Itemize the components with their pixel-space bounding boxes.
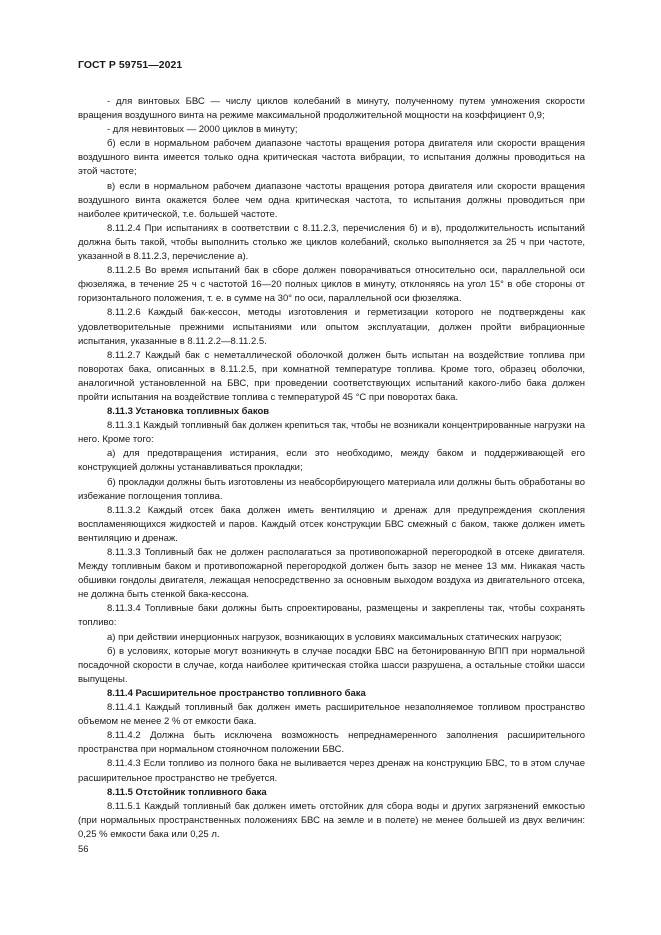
document-header: ГОСТ Р 59751—2021 <box>78 60 183 71</box>
paragraph: 8.11.5.1 Каждый топливный бак должен иметь отстойник для сбора воды и других загрязнений емкостью (при нормальных пространственных положениях БВС на земле и в полете) не менее большей из двух величин: 0,25 % емкости бака или 0,25 л. <box>78 800 585 840</box>
paragraph: 8.11.3.3 Топливный бак не должен располагаться за противопожарной перегородкой в отсеке двигателя. Между топливным баком и противопожарной перегородкой должен быть зазор не менее 13 мм. Никакая часть обшивки гондолы двигателя, лежащая непосредственно за основным выходом воздуха из двигательного отсека, не должна быть стенкой бака-кессона. <box>78 547 585 601</box>
section-heading-8-11-5: 8.11.5 Отстойник топливного бака <box>107 786 267 798</box>
paragraph: б) прокладки должны быть изготовлены из неабсорбирующего материала или должны быть обработаны во избежание поглощения топлива. <box>78 476 585 502</box>
paragraph: а) при действии инерционных нагрузок, возникающих в условиях максимальных статических нагрузок; <box>107 631 562 643</box>
section-heading-8-11-3: 8.11.3 Установка топливных баков <box>107 406 270 418</box>
paragraph: - для винтовых БВС — числу циклов колебаний в минуту, полученному путем умножения скорости вращения воздушного винта на режиме максимальной продолжительной мощности на коэффициент 0,9; <box>78 96 585 122</box>
paragraph: - для невинтовых — 2000 циклов в минуту; <box>107 124 298 136</box>
paragraph: 8.11.4.2 Должна быть исключена возможность непреднамеренного заполнения расширительного пространства при нормальном стояночном положении БВС. <box>78 730 585 756</box>
paragraph: 8.11.3.2 Каждый отсек бака должен иметь вентиляцию и дренаж для предупреждения скопления воспламеняющихся жидкостей и паров. Каждый отсек конструкции БВС смежный с баком, также должен иметь вентиляцию и дренаж. <box>78 504 585 544</box>
section-heading-8-11-4: 8.11.4 Расширительное пространство топливного бака <box>107 687 366 699</box>
paragraph: 8.11.2.6 Каждый бак-кессон, методы изготовления и герметизации которого не подтверждены как удовлетворительные прежними испытаниями или опытом эксплуатации, должен пройти вибрационные испытания, указанные в 8.11.2.2—8.11.2.5. <box>78 307 585 347</box>
paragraph: а) для предотвращения истирания, если это необходимо, между баком и поддерживающей его конструкцией должны устанавливаться прокладки; <box>78 448 585 474</box>
paragraph: 8.11.2.5 Во время испытаний бак в сборе должен поворачиваться относительно оси, параллельной оси фюзеляжа, в течение 25 ч с частотой 16—20 полных циклов в минуту, отклоняясь на угол 15° в обе стороны от горизонтального положения, т. е. в сумме на 30° по оси, параллельной оси фюзеляжа. <box>78 265 585 305</box>
paragraph: б) если в нормальном рабочем диапазоне частоты вращения ротора двигателя или скорости вращения воздушного винта имеется только одна критическая частота вибрации, то испытания должны проводиться на этой частоте; <box>78 138 585 178</box>
paragraph: б) в условиях, которые могут возникнуть в случае посадки БВС на бетонированную ВПП при нормальной посадочной скорости в случае, когда наиболее критическая стойка шасси разрушена, а остальные стойки шасси выпущены. <box>78 645 585 685</box>
paragraph: 8.11.4.1 Каждый топливный бак должен иметь расширительное незаполняемое топливом пространство объемом не менее 2 % от емкости бака. <box>78 702 585 728</box>
paragraph: 8.11.3.1 Каждый топливный бак должен крепиться так, чтобы не возникали концентрированные нагрузки на него. Кроме того: <box>78 420 585 446</box>
paragraph: 8.11.3.4 Топливные баки должны быть спроектированы, размещены и закреплены так, чтобы сохранять топливо: <box>78 603 585 629</box>
page-number: 56 <box>78 844 89 855</box>
document-body <box>78 95 585 842</box>
paragraph: 8.11.4.3 Если топливо из полного бака не выливается через дренаж на конструкцию БВС, то в этом случае расширительное пространство не требуется. <box>78 758 585 784</box>
paragraph: в) если в нормальном рабочем диапазоне частоты вращения ротора двигателя или скорости вращения воздушного винта окажется более чем одна критическая частота, то испытания должны проводиться при наиболее критической, т.е. большей частоте. <box>78 180 585 220</box>
paragraph: 8.11.2.7 Каждый бак с неметаллической оболочкой должен быть испытан на воздействие топлива при поворотах бака, описанных в 8.11.2.5, при комнатной температуре топлива. Кроме того, образец оболочки, аналогичной установленной на БВС, при проведении соответствующих испытаний какого-либо бака должен пройти испытания на воздействие топлива с температурой 45 °С при поворотах бака. <box>78 349 585 403</box>
paragraph: 8.11.2.4 При испытаниях в соответствии с 8.11.2.3, перечисления б) и в), продолжительность испытаний должна быть такой, чтобы выполнить столько же циклов колебаний, сколько выполняется за 25 ч при частоте, указанной в 8.11.2.3, перечисление а). <box>78 222 585 263</box>
